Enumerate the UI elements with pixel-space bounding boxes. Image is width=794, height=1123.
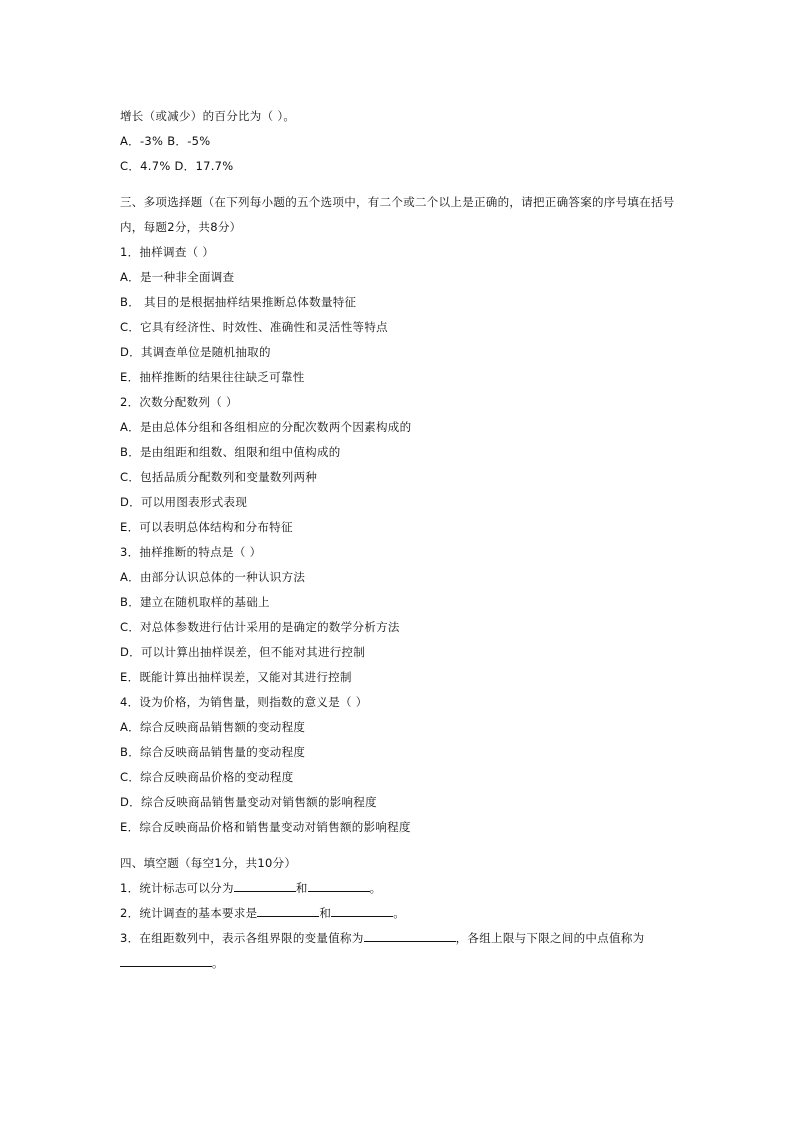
question-stem: 3．抽样推断的特点是（ ）: [120, 545, 262, 559]
fill-question-3: [120, 926, 680, 951]
question-text: 2．统计调查的基本要求是: [120, 906, 258, 920]
question-text: 和: [295, 881, 308, 895]
section3-heading: 三、多项选择题（在下列每小题的五个选项中，有二个或二个以上是正确的，请把正确答案的序号填在括号内，每题2分，共8分）: [120, 195, 675, 234]
option: B． 其目的是根据抽样结果推断总体数量特征: [120, 295, 357, 309]
question-text: 3．在组距数列中，表示各组界限的变量值称为: [120, 931, 364, 945]
option: B．是由组距和组数、组限和组中值构成的: [120, 445, 341, 459]
option: D．可以计算出抽样误差，但不能对其进行控制: [120, 645, 366, 659]
option: C．包括品质分配数列和变量数列两种: [120, 470, 318, 484]
mc-question-2: [120, 390, 680, 540]
question-stem: 4．设为价格，为销售量，则指数的意义是（ ）: [120, 695, 368, 709]
question-text: 。: [393, 906, 406, 920]
mc-question-4: [120, 690, 680, 840]
option: B．综合反映商品销售量的变动程度: [120, 745, 306, 759]
option: A．是由总体分组和各组相应的分配次数两个因素构成的: [120, 420, 412, 434]
question-text: 1．统计标志可以分为: [120, 881, 234, 895]
option: C．综合反映商品价格的变动程度: [120, 770, 294, 784]
mc-question-3: [120, 540, 680, 690]
option: E．综合反映商品价格和销售量变动对销售额的影响程度: [120, 820, 411, 834]
fill-question-2: [120, 901, 680, 926]
option: E．既能计算出抽样误差，又能对其进行控制: [120, 670, 352, 684]
option: C．对总体参数进行估计采用的是确定的数学分析方法: [120, 620, 400, 634]
answer-blank[interactable]: [331, 904, 393, 917]
question-tail: 增长（或减少）的百分比为（ ）。: [120, 109, 296, 123]
options-ab: A．-3% B．-5%: [120, 134, 211, 148]
question-text: ，各组上限与下限之间的中点值称为: [455, 931, 645, 945]
mc-question-1: [120, 240, 680, 390]
option: A．由部分认识总体的一种认识方法: [120, 570, 306, 584]
option: E．抽样推断的结果往往缺乏可靠性: [120, 370, 305, 384]
answer-blank[interactable]: [257, 904, 319, 917]
option: D．综合反映商品销售量变动对销售额的影响程度: [120, 795, 377, 809]
option: C．它具有经济性、时效性、准确性和灵活性等特点: [120, 320, 388, 334]
exam-page: [120, 104, 680, 976]
option: B．建立在随机取样的基础上: [120, 595, 270, 609]
question-stem: 1．抽样调查（ ）: [120, 245, 215, 259]
option: D．其调查单位是随机抽取的: [120, 345, 271, 359]
option: A．综合反映商品销售额的变动程度: [120, 720, 306, 734]
answer-blank[interactable]: [308, 879, 370, 892]
answer-blank[interactable]: [120, 954, 212, 967]
option: D．可以用图表形式表现: [120, 495, 248, 509]
question-text: 。: [212, 956, 224, 970]
section4-heading: 四、填空题（每空1分，共10分）: [120, 856, 297, 870]
question-text: 和: [319, 906, 332, 920]
answer-blank[interactable]: [364, 929, 456, 942]
question-text: 。: [369, 881, 382, 895]
options-cd: C．4.7% D．17.7%: [120, 159, 234, 173]
fill-question-3-cont: [120, 951, 680, 976]
option: A．是一种非全面调查: [120, 270, 235, 284]
fill-question-1: [120, 876, 680, 901]
question-stem: 2．次数分配数列（ ）: [120, 395, 238, 409]
answer-blank[interactable]: [234, 879, 296, 892]
option: E．可以表明总体结构和分布特征: [120, 520, 293, 534]
